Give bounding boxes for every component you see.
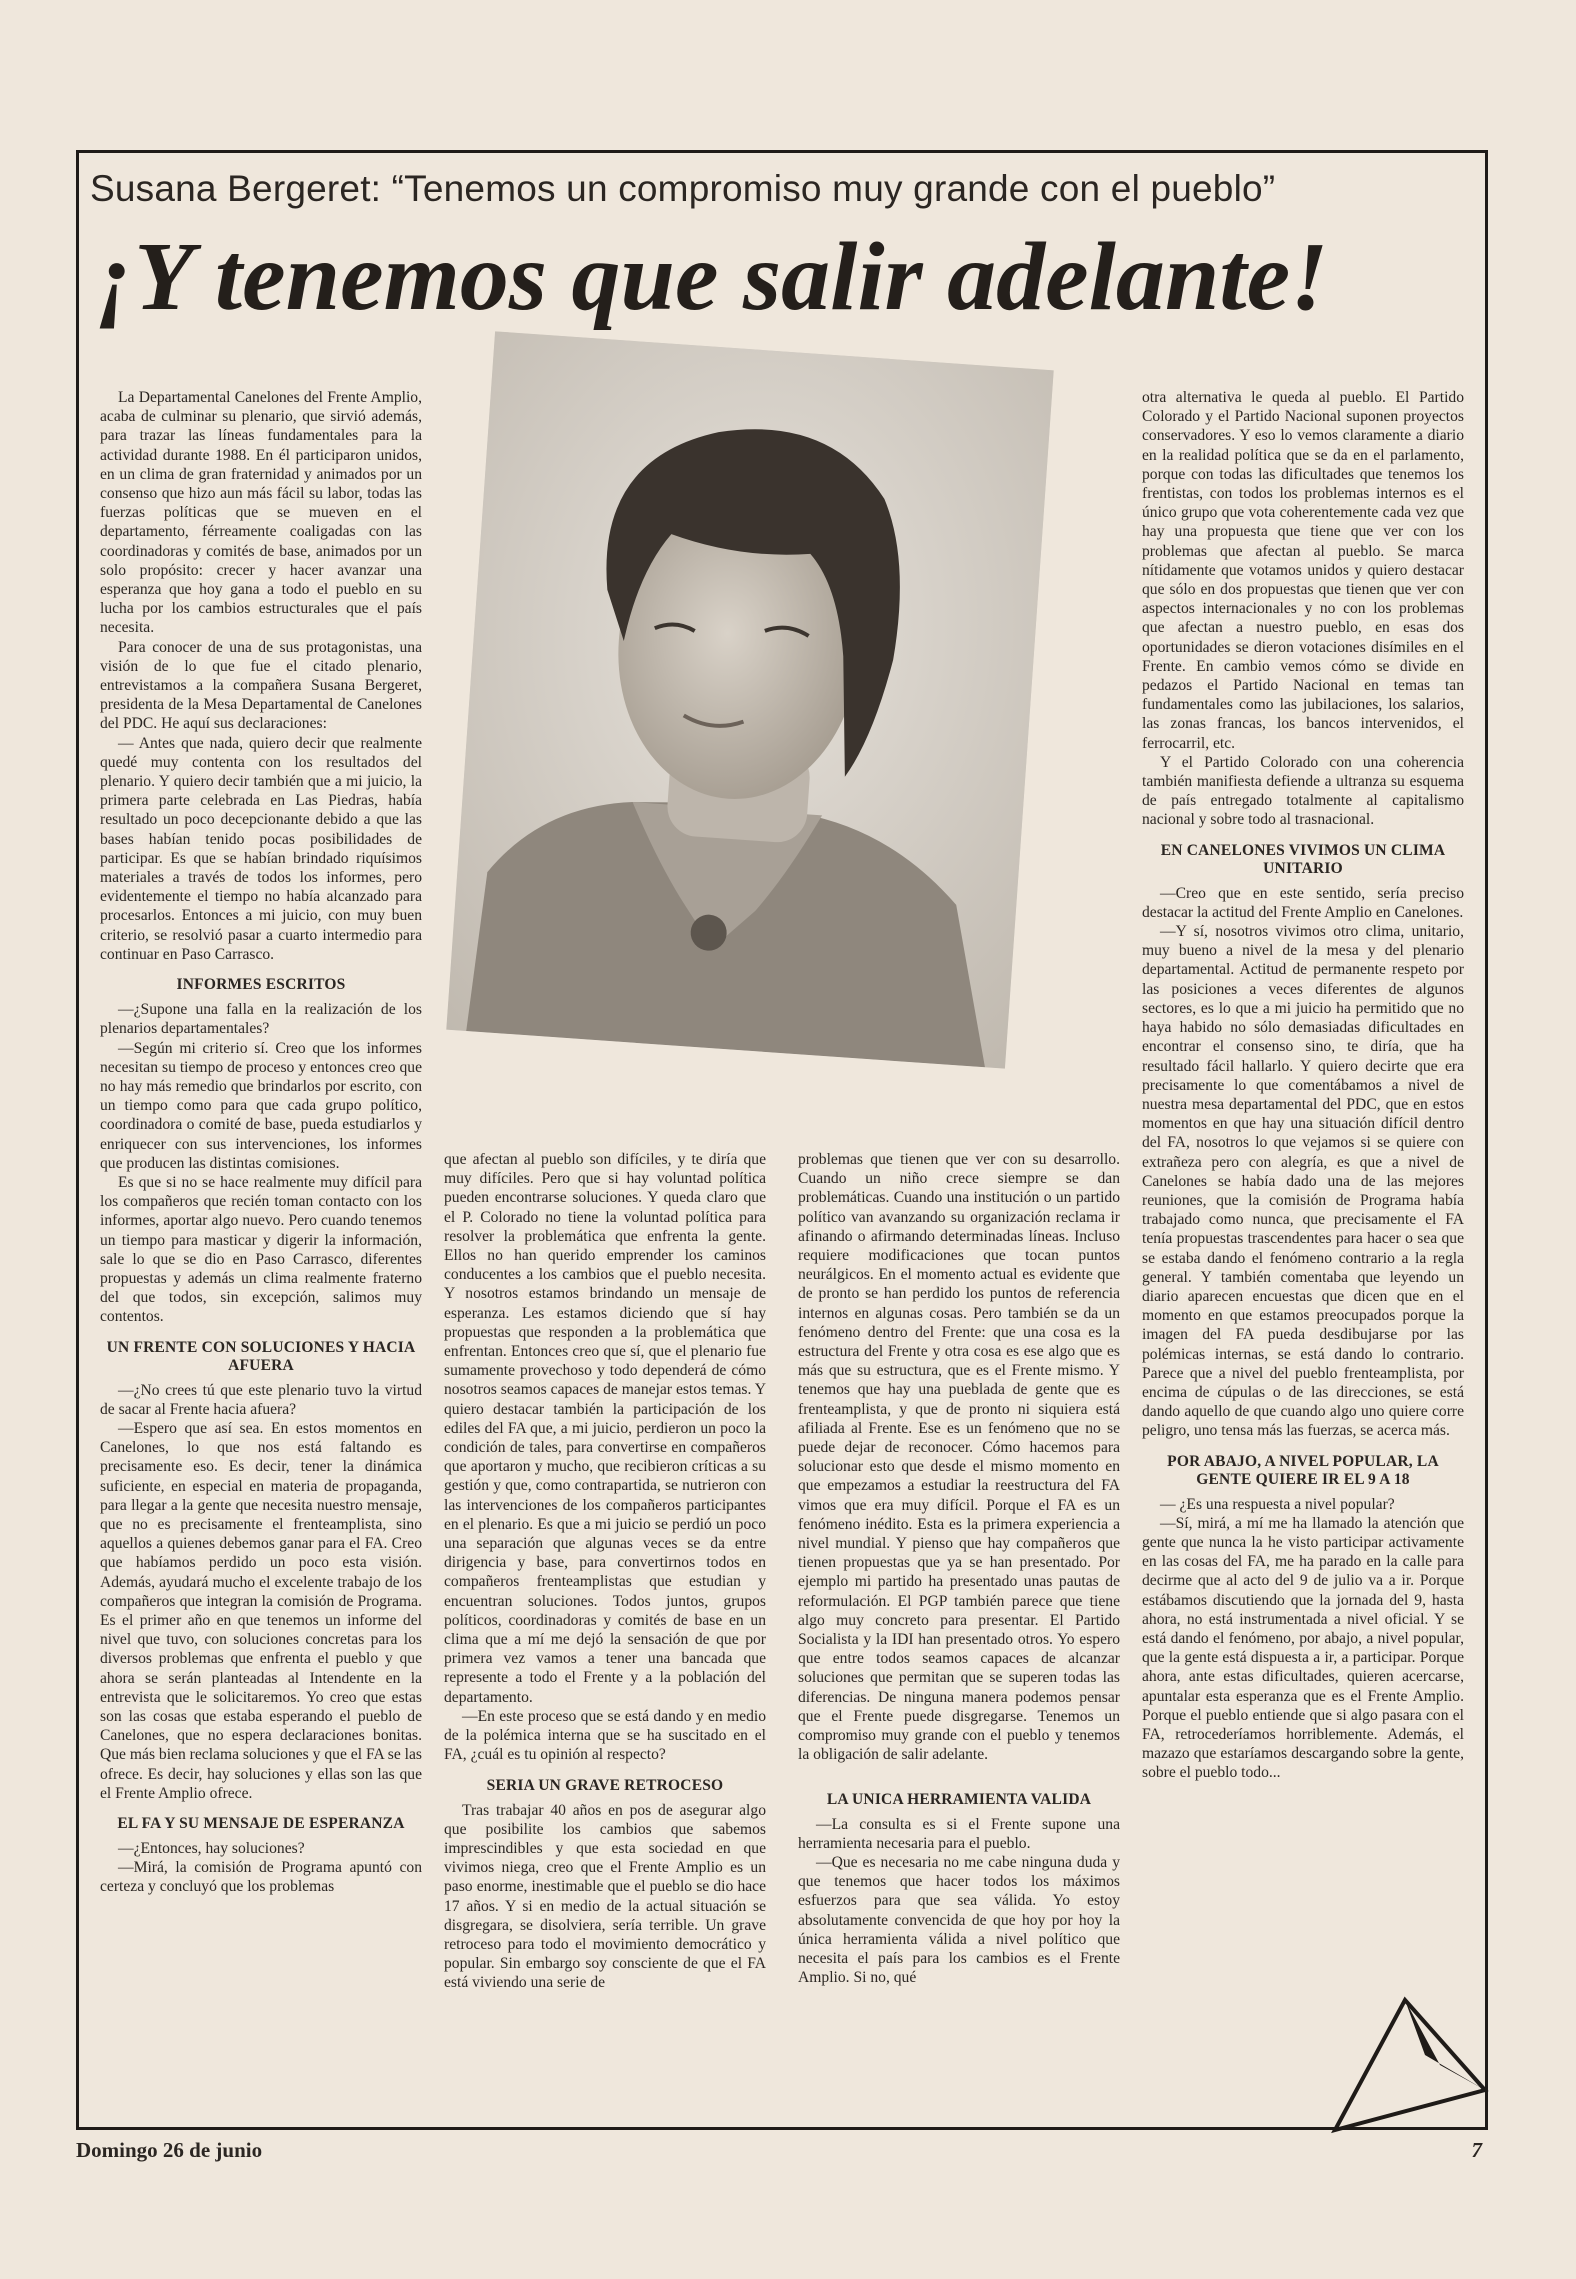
paragraph: —Mirá, la comisión de Programa apuntó con certeza y concluyó que los problemas: [100, 1859, 422, 1896]
paragraph: —Creo que en este sentido, sería preciso destacar la actitud del Frente Amplio en Canelones.: [1142, 884, 1464, 921]
issue-date: Domingo 26 de junio: [76, 2138, 263, 2162]
paragraph: —La consulta es si el Frente supone una herramienta necesaria para el pueblo.: [798, 1815, 1120, 1852]
article-column-3: [798, 1150, 1120, 1987]
paragraph: —¿Supone una falla en la realización de los plenarios departamentales?: [100, 1001, 422, 1038]
article-column-4: [1142, 388, 1464, 1783]
subheading: INFORMES ESCRITOS: [176, 976, 346, 994]
paragraph: Tras trabajar 40 años en pos de asegurar algo que posibilite los cambios que sabemos imprescindibles y que esta sociedad en que vivimos niega, creo que el Frente Amplio es un paso enorme, inestimable que el pueblo se dio hace 17 años. Y si en medio de la actual situación se disgregara, se disolviera, sería terrible. Un grave retroceso para todo el movimiento democrático y popular. Sin embargo soy consciente de que el FA está viviendo una serie de: [444, 1801, 766, 1992]
subheading: LA UNICA HERRAMIENTA VALIDA: [826, 1790, 1092, 1808]
paragraph: —Y sí, nosotros vivimos otro clima, unitario, muy bueno a nivel de la mesa y del plenario departamental. Actitud de permanente respeto por las posiciones a veces diferentes de algunos sectores, es lo que a mi juicio ha permitido que no haya habido no sólo demasiadas dificultades en encontrar el consenso sino, te diría, que ha resultado fácil hallarlo. Y quiero decirte que era precisamente lo que comentábamos a nivel de nuestra mesa departamental del PDC, que en estos momentos en que hay una situación difícil dentro del FA, nosotros lo que vejamos si se quiere con extrañeza pero con alegría, es que a nivel de Canelones se había dado una de las mejores reuniones, que la comisión de Programa había trabajado como nunca, que precisamente el FA tenía propuestas trascendentes para hacer o sea que se estaba dando el fenómeno contrario a la regla general. Y también comentaba que leyendo un diario aparecen encuestas que dicen que en el momento en que estamos preocupados porque la imagen del FA pueda desdibujarse por las polémicas internas, se está dando lo contrario. Parece que a nivel del pueblo frenteamplista, por encima de cúpulas o de las direcciones, se está dando aquello de que cuando algo uno quiere corre peligro, uno tensa más las fuerzas, se acerca más.: [1142, 923, 1464, 1440]
subheading: POR ABAJO, A NIVEL POPULAR, LA GENTE QUIERE IR EL 9 A 18: [1167, 1452, 1439, 1488]
article-column-1: [100, 388, 422, 1897]
portrait-photo: [446, 331, 1053, 1068]
paragraph: problemas que tienen que ver con su desarrollo. Cuando un niño crece siempre se dan problemáticas. Cuando una institución o un partido político van avanzando su organización reclama ir afinando o afirmando determinadas líneas. Incluso requiere modificaciones que tocan puntos neurálgicos. En el momento actual es evidente que de pronto se han perdido los puntos de referencia internos en algunas cosas. Pero también se da un fenómeno dentro del Frente: que una cosa es la estructura del Frente y otra cosa es ese algo que es más que su estructura, que es el Frente mismo. Y tenemos que hay una pueblada de gente que es frenteamplista, y que de pronto ni siquiera está afiliada al Frente. Ese es un fenómeno que no se puede dejar de reconocer. Cómo hacemos para solucionar esto que desde el mismo momento en que empezamos a estudiar la reestructura del FA vimos que era muy difícil. Porque el FA es un fenómeno inédito. Esta es la primera experiencia a nivel mundial. Y pienso que hay compañeros que tienen propuestas que ya se han presentado. Por ejemplo mi partido ha presentado unas pautas de reformulación. El PGP también parece que tiene algo muy concreto para presentar. El Partido Socialista y la IDI han presentado otros. Yo espero que entre todos seamos capaces de alcanzar soluciones que permitan que se superen todas las diferencias. De ninguna manera podemos pensar que el Frente puede disgregarse. Tenemos un compromiso muy grande con el pueblo y tenemos la obligación de salir adelante.: [798, 1151, 1120, 1764]
paragraph: Para conocer de una de sus protagonistas, una visión de lo que fue el citado plenario, entrevistamos a la compañera Susana Bergeret, presidenta de la Mesa Departamental de Canelones del PDC. He aquí sus declaraciones:: [100, 638, 422, 733]
subheading: SERIA UN GRAVE RETROCESO: [486, 1776, 724, 1794]
paragraph: — ¿Es una respuesta a nivel popular?: [1160, 1495, 1395, 1513]
page-number: 7: [1471, 2138, 1482, 2162]
subheading: EL FA Y SU MENSAJE DE ESPERANZA: [117, 1815, 405, 1833]
subheading: EN CANELONES VIVIMOS UN CLIMA UNITARIO: [1160, 841, 1446, 877]
paragraph: —¿Entonces, hay soluciones?: [118, 1840, 305, 1858]
paragraph: —¿No crees tú que este plenario tuvo la virtud de sacar al Frente hacia afuera?: [100, 1381, 422, 1418]
paragraph: otra alternativa le queda al pueblo. El Partido Colorado y el Partido Nacional suponen proyectos conservadores. Y eso lo vemos claramente a diario en la realidad política que se da en el parlamento, porque con todas las dificultades que tenemos los frentistas, con todos los problemas internos es el único grupo que vota coherentemente cada vez que hay una propuesta que tiene que ver con los problemas que afectan al pueblo. Se marca nítidamente que votamos unidos y quiero destacar que sólo en dos propuestas que tienen que ver con aspectos internacionales y no con los problemas que afectan a nuestro pueblo, en esas dos oportunidades se dieron votaciones disímiles en el Frente. En cambio vemos cómo se divide en pedazos el Partido Nacional en temas tan fundamentales como las jubilaciones, los salarios, las zonas francas, los bancos intervenidos, el ferrocarril, etc.: [1142, 389, 1464, 752]
article-column-2: [444, 1150, 766, 1993]
paragraph: —Según mi criterio sí. Creo que los informes necesitan su tiempo de proceso y entonces creo que no hay más remedio que brindarlos por escrito, con un tiempo como para que cada grupo político, coordinadora o comité de base, pueda estudiarlos y enriquecer con sus intervenciones, los informes que producen las distintas comisiones.: [100, 1039, 422, 1172]
paragraph: que afectan al pueblo son difíciles, y te diría que muy difíciles. Pero que si hay voluntad política pueden encontrarse soluciones. Y queda claro que el P. Colorado no tiene la voluntad política para resolver la problemática que enfrenta la gente. Ellos no han querido emprender los caminos conducentes a los cambios que el pueblo necesita. Y nosotros estamos brindando un mensaje de esperanza. Les estamos diciendo que sí hay propuestas que responden a la problemática que enfrentan. Entonces creo que sí, que el plenario fue sumamente provechoso y todo dependerá de cómo nosotros seamos capaces de manejar estos temas. Y quiero destacar también la participación de los ediles del FA que, a mi juicio, perdieron un poco la condición de tales, para convertirse en compañeros que aportaron y mucho, que recibieron críticas a su gestión y que, como contrapartida, se nutrieron con las intervenciones de los compañeros participantes en el plenario. Es que a mi juicio se perdió un poco una separación que algunas veces se da entre dirigencia y base, para convertirnos todos en compañeros frenteamplistas que estudian y encuentran soluciones. Todos juntos, grupos políticos, coordinadoras y comités de base en un clima que a mí me dejó la sensación de que por primera vez vamos a tener una bancada que represente a todo el Frente y a la población del departamento.: [444, 1151, 766, 1706]
subheading: UN FRENTE CON SOLUCIONES Y HACIA AFUERA: [106, 1338, 416, 1374]
paragraph: —Que es necesaria no me cabe ninguna duda y que tenemos que hacer todos los máximos esfuerzos para que sea válida. Yo estoy absolutamente convencida de que hoy por hoy la única herramienta válida a nivel político que necesita el país para los cambios es el Frente Amplio. Si no, qué: [798, 1853, 1120, 1987]
paragraph: Es que si no se hace realmente muy difícil para los compañeros que recién toman contacto con los informes, aportar algo nuevo. Pero cuando tenemos un tiempo para masticar y digerir la información, sale lo que se dio en Paso Carrasco, diferentes propuestas y además un clima realmente fraterno del que todos, sin excepción, salimos muy contentos.: [100, 1173, 422, 1326]
page-footer: [76, 2138, 1488, 2163]
article-kicker: Susana Bergeret: “Tenemos un compromiso muy grande con el pueblo”: [90, 168, 1276, 209]
paragraph: —Espero que así sea. En estos momentos en Canelones, lo que nos está faltando es precisamente eso. Es decir, tener la dinámica suficiente, en especial en materia de propaganda, para llegar a la gente que necesita nuestro mensaje, que no es precisamente el frenteamplista, sino aquellos a quienes debemos ganar para el FA. Creo que habíamos perdido un poco esta visión. Además, ayudará mucho el excelente trabajo de los compañeros que integran la comisión de Programa. Es el primer año en que tenemos un informe del nivel que tuvo, con soluciones concretas para los diversos problemas que enfrenta el pueblo y que ahora se serán planteadas al Intendente en la entrevista que le solicitaremos. Yo creo que estas son las cosas que estaba esperando el pueblo de Canelones, que no espera declaraciones bonitas. Que más bien reclama soluciones y que el FA se las ofrece. Es decir, hay soluciones y ellas son las que el Frente Amplio ofrece.: [100, 1419, 422, 1802]
paragraph: — Antes que nada, quiero decir que realmente quedé muy contenta con los resultados del plenario. Y quiero decir también que a mi juicio, la primera parte celebrada en Las Piedras, había resultado un poco decepcionante debido a que las bases habían tenido pocas posibilidades de participar. Es que se habían brindado riquísimos materiales a través de todos los informes, pero evidentemente el tiempo no había alcanzado para procesarlos. Entonces a mi juicio, con muy buen criterio, se resolvió pasar a cuarto intermedio para continuar en Paso Carrasco.: [100, 734, 422, 963]
article-headline: ¡Y tenemos que salir adelante!: [96, 223, 1329, 331]
paragraph: Y el Partido Colorado con una coherencia también manifiesta defiende a ultranza su esquema de país entregado totalmente al capitalismo nacional y sobre todo al trasnacional.: [1142, 753, 1464, 829]
paragraph: —En este proceso que se está dando y en medio de la polémica interna que se ha suscitado en el FA, ¿cuál es tu opinión al respecto?: [444, 1707, 766, 1764]
paragraph: La Departamental Canelones del Frente Amplio, acaba de culminar su plenario, que sirvió además, para trazar las líneas fundamentales para la actividad durante 1988. En él participaron unidos, en un clima de gran fraternidad y animados por un consenso que hizo aun más fácil su labor, todas las fuerzas políticas que se mueven en el departamento, férreamente coaligadas con las coordinadoras y comités de base, animados por un solo propósito: crecer y hacer avanzar una esperanza que hoy gana a todo el pueblo en su lucha por los cambios estructurales que el país necesita.: [100, 389, 422, 637]
end-mark-triangle-icon: [1330, 1995, 1490, 2135]
paragraph: —Sí, mirá, a mí me ha llamado la atención que gente que nunca la he visto participar activamente en las cosas del FA, me ha parado en la calle para decirme que al acto del 9 de julio va a ir. Porque estábamos discutiendo que la jornada del 9, hasta ahora, no está instrumentada a nivel oficial. Y se está dando el fenómeno, por abajo, a nivel popular, que la gente está dispuesta a ir, a participar. Porque ahora, ante estas dificultades, quieren acercarse, apuntalar esta esperanza que es el Frente Amplio. Porque el pueblo entiende que si algo pasara con el FA, retrocederíamos horriblemente. Además, el mazazo que estaríamos descargando sobre la gente, sobre el pueblo todo...: [1142, 1514, 1464, 1782]
